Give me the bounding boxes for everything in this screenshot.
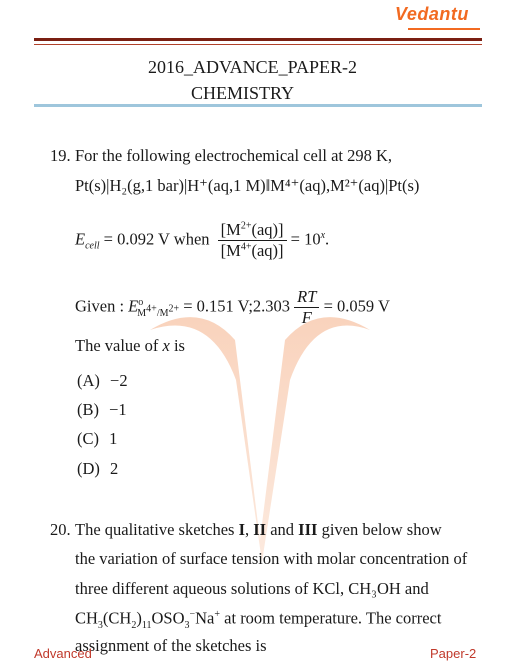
- q20-number: 20.: [50, 520, 71, 539]
- q19-prompt-var: x: [162, 336, 170, 355]
- q19-ratio-result: = 10: [290, 229, 321, 249]
- q19-ratio-fraction: $\frac{[M^{2+}(aq)]}{[M^{4+}(aq)]}$: [218, 220, 287, 261]
- option-value: −2: [110, 371, 128, 390]
- logo-underline: [408, 28, 480, 30]
- q20-line1: [75, 522, 442, 539]
- q20-line5: assignment of the sketches is: [75, 636, 267, 655]
- q19-option-d[interactable]: [77, 461, 118, 478]
- subject-title: CHEMISTRY: [191, 83, 295, 103]
- paper-code: 2016_ADVANCE_PAPER-2: [148, 57, 358, 77]
- q19-option-a[interactable]: [77, 373, 128, 390]
- footer-left: Advanced: [34, 646, 92, 661]
- subject-rule: [34, 104, 482, 107]
- option-value: 1: [109, 429, 118, 448]
- q20-line1a: The qualitative sketches: [75, 520, 235, 539]
- option-label: (C): [77, 429, 99, 448]
- footer-right: Paper-2: [430, 646, 477, 661]
- q19-option-b[interactable]: [77, 402, 127, 419]
- q19-given-f: F: [301, 308, 312, 327]
- q20-line4: $CH_3(CH_2)_{11}OSO_3^-Na^+$ at room temperature. The correct: [75, 608, 442, 631]
- q19-given-label: Given :: [75, 296, 125, 316]
- q20-line1b: given below show: [321, 520, 442, 539]
- q19-cell-notation: Pt(s)|H₂(g,1 bar)|H⁺(aq,1 M)‖M⁴⁺(aq),M²⁺(aq)|Pt(s): [75, 176, 420, 195]
- q19-stem: For the following electrochemical cell at 298 K,: [75, 146, 393, 165]
- q20-line3: three different aqueous solutions of KCl, CH₃OH and: [75, 579, 429, 598]
- q19-prompt-text: The value of: [75, 336, 159, 355]
- option-value: 2: [110, 459, 119, 478]
- q19-prompt-end: is: [173, 336, 185, 355]
- q20-line2: the variation of surface tension with molar concentration of: [75, 549, 468, 568]
- q19-ratio-exponent: x: [320, 229, 326, 241]
- option-label: (D): [77, 459, 100, 478]
- q19-given-e0: = 0.151 V;: [183, 296, 253, 316]
- header-rule-thin: [34, 44, 482, 45]
- q20-and: and: [270, 520, 295, 539]
- q20-roman3: III: [298, 520, 318, 539]
- q19-ecell-line: $E_{cell} = 0.092$ V when $\frac{[M^{2+}(aq)]}{[M^{4+}(aq)]}$ = $10^x$.: [75, 220, 330, 260]
- q19-given-value: = 0.059 V: [323, 296, 390, 316]
- q19-given-line: Given : $E^o_{M^{4+}/M^{2+}} = 0.151$ V;2.303 $\frac{RT}{F}$ = 0.059 V: [75, 287, 390, 327]
- q19-rt-f-fraction: [294, 287, 319, 328]
- q20-sep1: ,: [245, 520, 250, 539]
- option-label: (A): [77, 371, 100, 390]
- q19-number: 19.: [50, 146, 71, 165]
- option-label: (B): [77, 400, 99, 419]
- q20-line4-tail: at room temperature. The correct: [224, 608, 442, 628]
- option-value: −1: [109, 400, 127, 419]
- q19-given-const: 2.303: [252, 296, 291, 316]
- header-rule: [34, 38, 482, 41]
- q19-prompt: [75, 338, 185, 355]
- vedantu-logo: Vedantu: [395, 4, 469, 24]
- q19-given-rt: RT: [297, 287, 317, 306]
- q19-option-c[interactable]: [77, 431, 117, 448]
- q20-roman1: I: [238, 520, 245, 539]
- q19-ecell-value: = 0.092 V when: [103, 229, 210, 249]
- q20-roman2: II: [253, 520, 267, 539]
